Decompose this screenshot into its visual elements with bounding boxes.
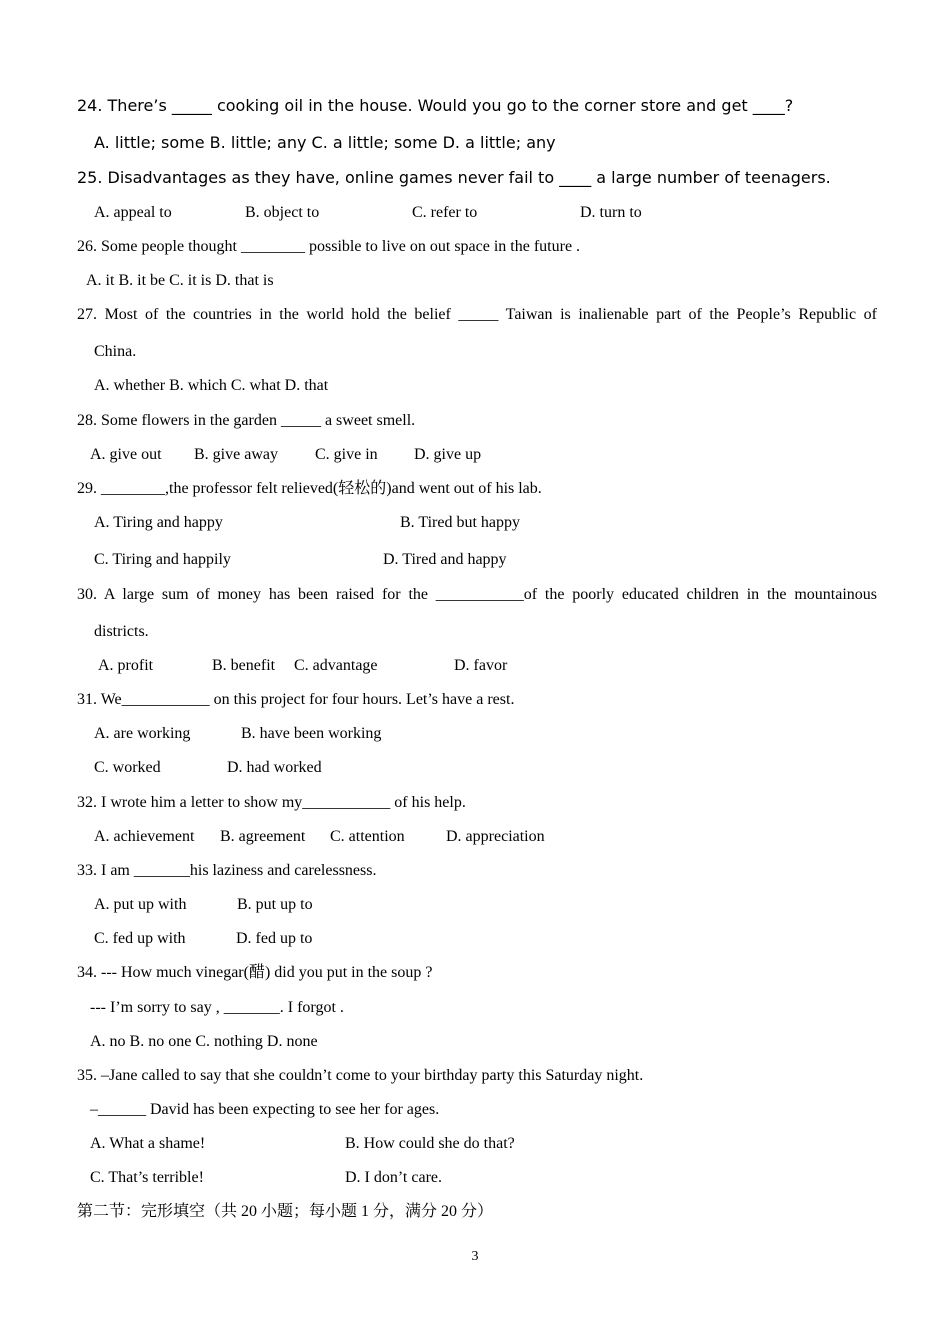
question-34-stem: 34. --- How much vinegar(醋) did you put in the soup ? — [77, 964, 433, 981]
question-32-option-c: C. attention — [330, 828, 405, 845]
question-30-option-b: B. benefit — [212, 657, 276, 674]
question-29-option-d: D. Tired and happy — [383, 551, 507, 568]
question-33-stem: 33. I am _______his laziness and carelessness. — [77, 862, 377, 879]
question-35-option-c: C. That’s terrible! — [90, 1169, 204, 1186]
question-25-option-b: B. object to — [245, 204, 320, 221]
question-28-stem: 28. Some flowers in the garden _____ a sweet smell. — [77, 412, 416, 429]
question-27-stem: 27. Most of the countries in the world hold the belief _____ Taiwan is inalienable part of the People’s Republic of — [77, 306, 877, 323]
question-29-option-b: B. Tired but happy — [400, 514, 521, 531]
question-25-option-d: D. turn to — [580, 204, 642, 221]
question-33-option-c: C. fed up with — [94, 930, 186, 947]
question-33-option-b: B. put up to — [237, 896, 313, 913]
question-35-stem-continued: –______ David has been expecting to see her for ages. — [90, 1101, 440, 1118]
question-33-option-d: D. fed up to — [236, 930, 313, 947]
question-34-options: A. no B. no one C. nothing D. none — [90, 1033, 318, 1050]
question-31-option-a: A. are working — [94, 725, 191, 742]
page-number: 3 — [471, 1249, 479, 1264]
question-25-option-a: A. appeal to — [94, 204, 172, 221]
question-27-stem-continued: China. — [94, 343, 137, 360]
question-28-option-d: D. give up — [414, 446, 482, 463]
question-30-option-d: D. favor — [454, 657, 508, 674]
question-31-option-d: D. had worked — [227, 759, 322, 776]
question-31-stem: 31. We___________ on this project for four hours. Let’s have a rest. — [77, 691, 515, 708]
question-25-stem: 25. Disadvantages as they have, online games never fail to ____ a large number of teenagers. — [77, 168, 831, 187]
question-32-option-d: D. appreciation — [446, 828, 545, 845]
question-34-stem-continued: --- I’m sorry to say , _______. I forgot . — [90, 999, 344, 1016]
question-30-option-a: A. profit — [98, 657, 154, 674]
question-32-stem: 32. I wrote him a letter to show my___________ of his help. — [77, 794, 466, 811]
question-26-stem: 26. Some people thought ________ possible to live on out space in the future . — [77, 238, 581, 255]
question-31-option-c: C. worked — [94, 759, 161, 776]
question-24-stem: 24. There’s _____ cooking oil in the house. Would you go to the corner store and get ____? — [77, 96, 794, 115]
question-28-option-b: B. give away — [194, 446, 278, 463]
question-28-option-a: A. give out — [90, 446, 162, 463]
question-26-options: A. it B. it be C. it is D. that is — [86, 272, 274, 289]
question-31-option-b: B. have been working — [241, 725, 382, 742]
question-35-option-d: D. I don’t care. — [345, 1169, 442, 1186]
question-35-option-b: B. How could she do that? — [345, 1135, 515, 1152]
question-33-option-a: A. put up with — [94, 896, 187, 913]
question-30-stem-continued: districts. — [94, 623, 149, 640]
question-30-option-c: C. advantage — [294, 657, 378, 674]
question-30-stem: 30. A large sum of money has been raised for the ___________of the poorly educated children in the mountainous — [77, 586, 877, 603]
question-32-option-b: B. agreement — [220, 828, 306, 845]
question-27-options: A. whether B. which C. what D. that — [94, 377, 329, 394]
section-heading: 第二节：完形填空（共 20 小题；每小题 1 分，满分 20 分） — [77, 1203, 494, 1220]
question-35-option-a: A. What a shame! — [90, 1135, 206, 1152]
question-29-stem: 29. ________,the professor felt relieved(轻松的)and went out of his lab. — [77, 480, 542, 497]
question-29-option-a: A. Tiring and happy — [94, 514, 223, 531]
question-35-stem: 35. –Jane called to say that she couldn’t come to your birthday party this Saturday night. — [77, 1067, 644, 1084]
question-29-option-c: C. Tiring and happily — [94, 551, 231, 568]
question-24-options: A. little; some B. little; any C. a little; some D. a little; any — [94, 133, 556, 152]
question-25-option-c: C. refer to — [412, 204, 478, 221]
question-28-option-c: C. give in — [315, 446, 378, 463]
question-32-option-a: A. achievement — [94, 828, 195, 845]
